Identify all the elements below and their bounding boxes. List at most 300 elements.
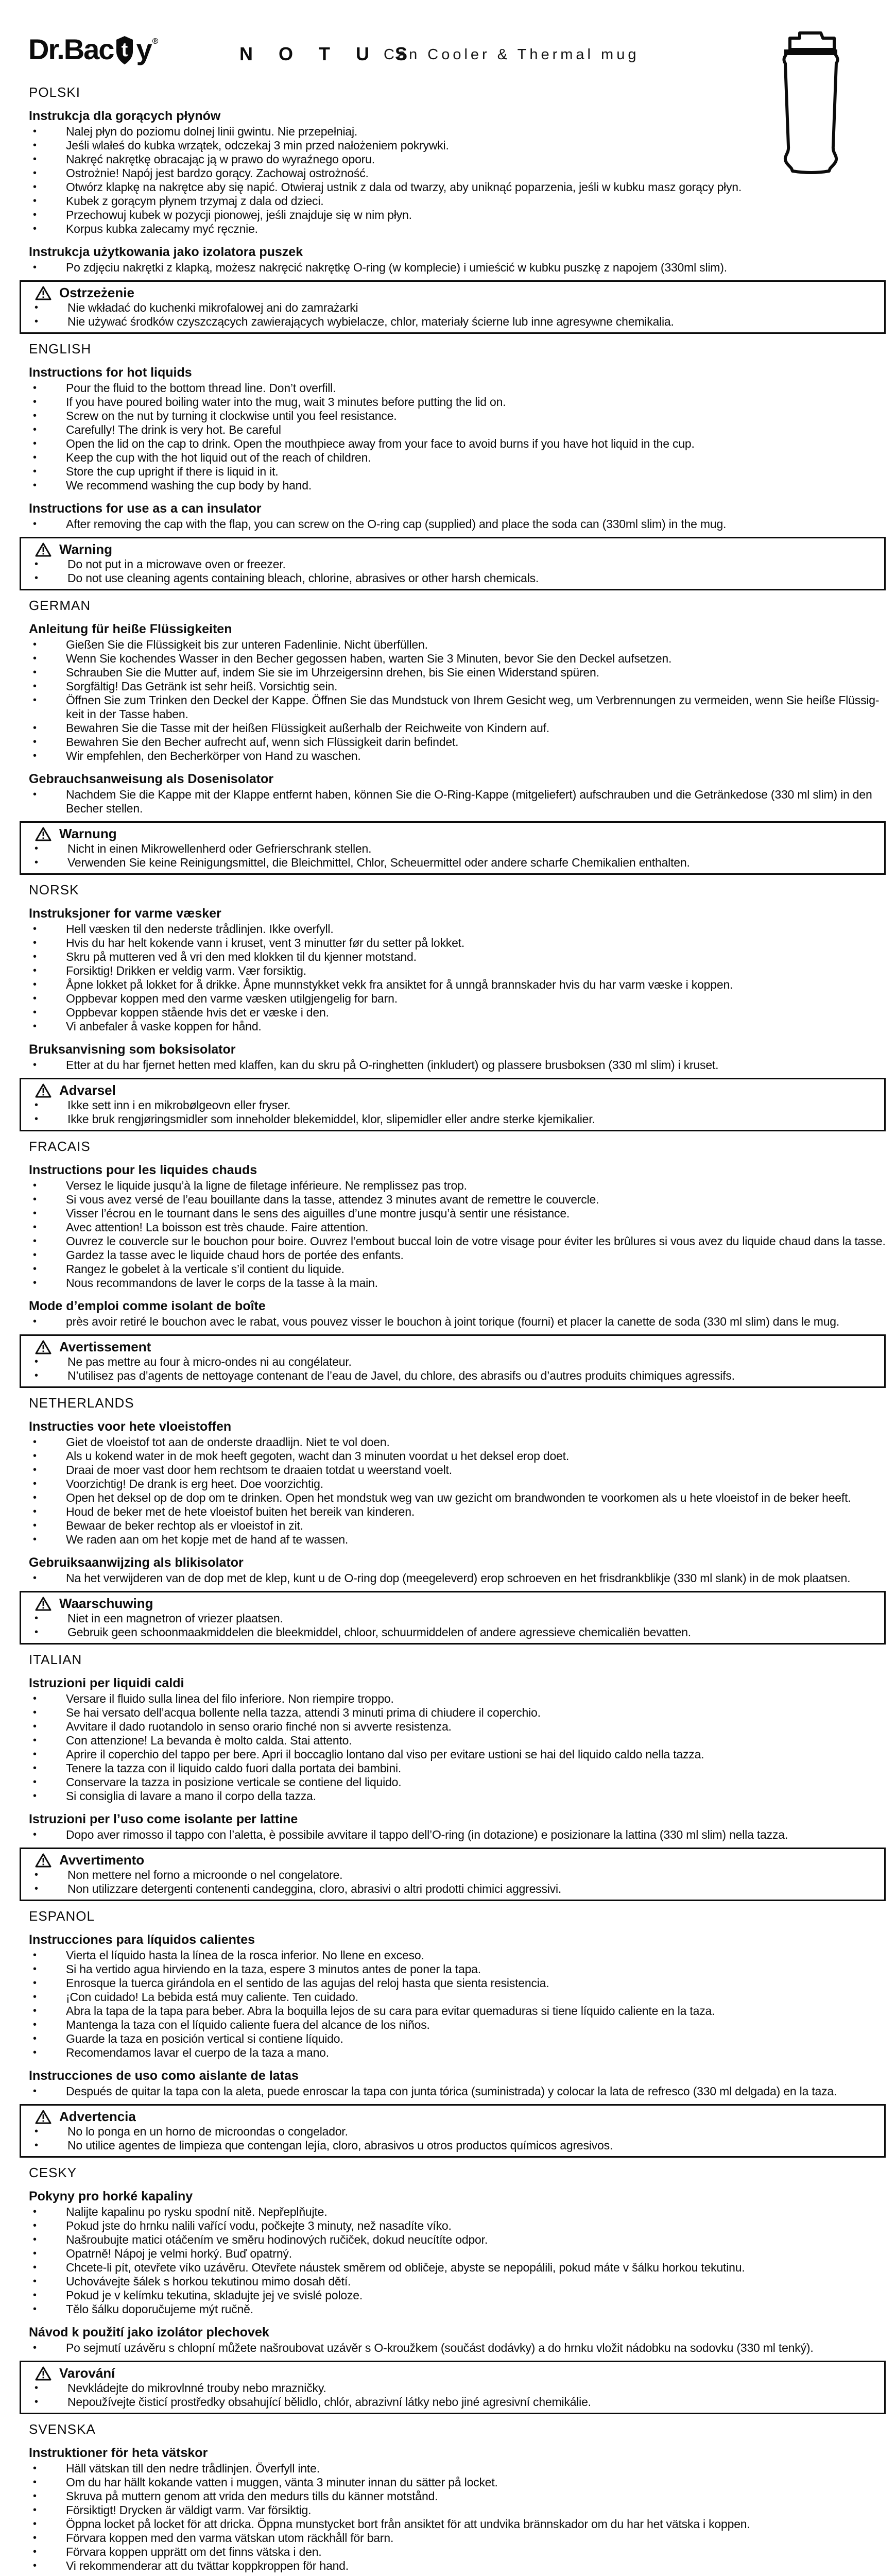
instruction-text: Chcete-li pít, otevřete víko uzávěru. Otevřete náustek směrem od obličeje, abyste se nepopálili, pokud máte v šálku horkou tekutinu. [66, 2261, 745, 2274]
bullet-icon: • [35, 558, 39, 570]
instruction-text: Hell væsken til den nederste trådlinjen. Ikke overfyll. [66, 922, 334, 936]
warning-instruction [21, 1882, 879, 1896]
bullet-icon: • [33, 424, 37, 435]
bullet-icon: • [33, 480, 37, 491]
bullet-icon: • [33, 681, 37, 692]
warning-header [21, 826, 879, 842]
bullet-icon: • [33, 466, 37, 477]
instruction-text: Förvara koppen med den varma vätskan utom räckhåll för barn. [66, 2531, 394, 2545]
instruction-text: No lo ponga en un horno de microondas o congelador. [67, 2125, 348, 2138]
hot-liquids-title: Instructions pour les liquides chauds [29, 1163, 257, 1177]
hot-liquid-instruction [20, 666, 886, 680]
warning-box [20, 1334, 886, 1388]
instruction-text: Wenn Sie kochendes Wasser in den Becher gegossen haben, warten Sie 3 Minuten, bevor Sie den Deckel aufsetzen. [66, 652, 672, 665]
instruction-text: Si consiglia di lavare a mano il corpo della tazza. [66, 1789, 316, 1803]
can-insulator-title: Gebruiksaanwijzing als blikisolator [29, 1555, 244, 1570]
warning-box [20, 821, 886, 875]
bullet-icon: • [35, 2140, 39, 2151]
bullet-icon: • [33, 2504, 37, 2516]
instruction-text: Nakręć nakrętkę obracając ją w prawo do wyraźnego oporu. [66, 152, 375, 166]
hot-liquid-instruction [20, 1948, 886, 1962]
brand-logo-text: Dr.Bac [28, 33, 114, 65]
bullet-icon: • [33, 667, 37, 678]
bullet-icon: • [33, 1693, 37, 1704]
instruction-text: Conservare la tazza in posizione verticale se contiene del liquido. [66, 1775, 402, 1789]
bullet-icon: • [33, 410, 37, 421]
warning-header [21, 541, 879, 557]
instruction-text: Nicht in einen Mikrowellenherd oder Gefrierschrank stellen. [67, 842, 372, 855]
hot-liquid-instruction [20, 208, 886, 222]
instruction-text: Voorzichtig! De drank is erg heet. Doe voorzichtig. [66, 1477, 323, 1490]
hot-liquid-instruction [20, 2004, 886, 2018]
warning-instruction [21, 1369, 879, 1383]
instruction-text: Nepoužívejte čisticí prostředky obsahující bělidlo, chlór, abrazivní látky nebo jiné agresivní chemikálie. [67, 2395, 591, 2409]
bullet-icon: • [33, 923, 37, 935]
warning-instruction [21, 856, 879, 870]
hot-liquids-title: Anleitung für heiße Flüssigkeiten [29, 622, 232, 636]
warning-title: Ostrzeżenie [59, 285, 134, 300]
bullet-icon: • [35, 2382, 39, 2394]
instruction-text: Giet de vloeistof tot aan de onderste draadlijn. Niet te vol doen. [66, 1435, 390, 1449]
instruction-text: Do not put in a microwave oven or freezer. [67, 557, 286, 571]
hot-liquid-instruction [20, 735, 886, 749]
hot-liquid-instruction [20, 1775, 886, 1789]
hot-liquid-instruction [20, 2489, 886, 2503]
warning-instruction [21, 1625, 879, 1639]
bullet-icon: • [33, 694, 37, 706]
warning-title: Warnung [59, 826, 117, 841]
instruction-text: Abra la tapa de la tapa para beber. Abra la boquilla lejos de su cara para evitar quemaduras si tiene líquido caliente en la taza. [66, 2004, 715, 2018]
bullet-icon: • [33, 1534, 37, 1545]
warning-triangle-icon [35, 1340, 52, 1355]
hot-liquid-instruction [20, 180, 886, 194]
hot-liquid-instruction [20, 2261, 886, 2275]
can-insulator-title: Bruksanvisning som boksisolator [29, 1042, 236, 1057]
instruction-text: Avec attention! La boisson est très chaude. Faire attention. [66, 1221, 369, 1234]
product-name: N O T U S [239, 43, 418, 64]
instruction-text: Gebruik geen schoonmaakmiddelen die bleekmiddel, chloor, schuurmiddelen of andere agressieve chemicaliën bevatten. [67, 1625, 691, 1639]
instruction-text: Wir empfehlen, den Becherkörper von Hand zu waschen. [66, 749, 361, 762]
instruction-text: Našroubujte matici otáčením ve směru hodinových ručiček, dokud neucítíte odpor. [66, 2233, 488, 2246]
instruction-text: Vierta el líquido hasta la línea de la rosca inferior. No llene en exceso. [66, 1948, 424, 1962]
instruction-text: No utilice agentes de limpieza que contengan lejía, cloro, abrasivos u otros productos químicos agresivos. [67, 2139, 613, 2152]
instruction-text: Nous recommandons de laver le corps de la tasse à la main. [66, 1276, 378, 1290]
bullet-icon: • [35, 1883, 39, 1894]
bullet-icon: • [33, 722, 37, 734]
hot-liquid-instruction [20, 1477, 886, 1491]
bullet-icon: • [33, 1436, 37, 1448]
sections [20, 77, 886, 2576]
can-insulator-instruction [20, 1571, 886, 1585]
warning-list [21, 2381, 879, 2409]
language-section [20, 84, 886, 334]
bullet-icon: • [33, 262, 37, 273]
warning-list [21, 557, 879, 585]
hot-liquid-instruction [20, 964, 886, 978]
instruction-text: Po zdjęciu nakrętki z klapką, możesz nakręcić nakrętkę O-ring (w komplecie) i umieścić w kubku puszkę z napojem (330ml slim). [66, 261, 727, 274]
bullet-icon: • [33, 1520, 37, 1531]
warning-triangle-icon [35, 2366, 52, 2381]
bullet-icon: • [33, 2477, 37, 2488]
instruction-text: Försiktigt! Drycken är väldigt varm. Var försiktig. [66, 2503, 312, 2517]
warning-header [21, 285, 879, 301]
instruction-text: Ne pas mettre au four à micro-ondes ni au congélateur. [67, 1355, 352, 1368]
hot-liquid-instruction [20, 922, 886, 936]
can-insulator-title: Instructions for use as a can insulator [29, 501, 262, 516]
language-section [20, 882, 886, 1131]
hot-liquid-instruction [20, 1976, 886, 1990]
bullet-icon: • [35, 316, 39, 327]
bullet-icon: • [33, 965, 37, 976]
instruction-text: Vi anbefaler å vaske koppen for hånd. [66, 1020, 262, 1033]
hot-liquid-instruction [20, 2205, 886, 2219]
bullet-icon: • [33, 789, 37, 800]
hot-liquid-instruction [20, 409, 886, 423]
language-section [20, 1652, 886, 1901]
bullet-icon: • [33, 1950, 37, 1961]
instruction-text: Po sejmutí uzávěru s chlopní můžete našroubovat uzávěr s O-kroužkem (součást dodávky) a do hrnku vložit nádobku na sodovku (330 ml tenký). [66, 2341, 814, 2354]
bullet-icon: • [33, 1316, 37, 1327]
hot-liquid-instruction [20, 1449, 886, 1463]
bullet-icon: • [33, 639, 37, 650]
hot-liquids-title: Instrucciones para líquidos calientes [29, 1933, 255, 1947]
can-insulator-instruction [20, 2341, 886, 2355]
instruction-text: Skru på mutteren ved å vri den med klokken til du kjenner motstand. [66, 950, 417, 963]
hot-liquid-instruction [20, 1533, 886, 1547]
instruction-text: Non utilizzare detergenti contenenti candeggina, cloro, abrasivi o altri prodotti chimici aggressivi. [67, 1882, 562, 1895]
instruction-text: Mantenga la taza con el líquido caliente fuera del alcance de los niños. [66, 2018, 430, 2031]
hot-liquid-instruction [20, 2462, 886, 2476]
instruction-text: Häll vätskan till den nedre trådlinjen. Överfyll inte. [66, 2462, 320, 2475]
can-insulator-instruction [20, 2084, 886, 2098]
bullet-icon: • [33, 2248, 37, 2259]
instruction-text: Houd de beker met de hete vloeistof buiten het bereik van kinderen. [66, 1505, 415, 1518]
bullet-icon: • [33, 2463, 37, 2474]
instruction-text: Nalijte kapalinu po rysku spodní nitě. Nepřeplňujte. [66, 2205, 328, 2218]
instruction-text: Si ha vertido agua hirviendo en la taza, espere 3 minutos antes de poner la tapa. [66, 1962, 481, 1976]
bullet-icon: • [33, 2206, 37, 2217]
bullet-icon: • [33, 1749, 37, 1760]
language-label: NETHERLANDS [29, 1395, 134, 1411]
instruction-text: Gießen Sie die Flüssigkeit bis zur unteren Fadenlinie. Nicht überfüllen. [66, 638, 428, 651]
warning-box [20, 1591, 886, 1645]
hot-liquids-list [20, 1692, 886, 1803]
language-label: NORSK [29, 882, 79, 897]
can-insulator-instruction [20, 517, 886, 531]
hot-liquid-instruction [20, 2219, 886, 2233]
warning-header [21, 1082, 879, 1098]
warning-instruction [21, 571, 879, 585]
instruction-text: Nevkládejte do mikrovlnné trouby nebo mrazničky. [67, 2381, 326, 2395]
language-section [20, 1139, 886, 1388]
can-insulator-list [20, 1058, 886, 1072]
bullet-icon: • [33, 195, 37, 207]
language-label: ITALIAN [29, 1652, 82, 1667]
instruction-text: Versez le liquide jusqu’à la ligne de filetage inférieure. Ne remplissez pas trop. [66, 1179, 467, 1192]
instruction-text: Ikke sett inn i en mikrobølgeovn eller fryser. [67, 1098, 291, 1112]
warning-list [21, 1355, 879, 1383]
bullet-icon: • [33, 1059, 37, 1071]
bullet-icon: • [35, 1099, 39, 1111]
warning-list [21, 1868, 879, 1896]
instruction-text: If you have poured boiling water into the mug, wait 3 minutes before putting the lid on. [66, 395, 506, 409]
bullet-icon: • [33, 181, 37, 193]
bullet-icon: • [33, 993, 37, 1004]
instruction-text: Pokud je v kelímku tekutina, skladujte jej ve svislé poloze. [66, 2289, 363, 2302]
instruction-text: After removing the cap with the flap, you can screw on the O-ring cap (supplied) and place the soda can (330ml slim) in the mug. [66, 517, 727, 531]
bullet-icon: • [35, 1626, 39, 1638]
warning-instruction [21, 1355, 879, 1369]
bullet-icon: • [33, 438, 37, 449]
warning-instruction [21, 1098, 879, 1112]
hot-liquids-list [20, 638, 886, 763]
can-insulator-list [20, 1828, 886, 1842]
hot-liquid-instruction [20, 1221, 886, 1234]
hot-liquid-instruction [20, 194, 886, 208]
bullet-icon: • [33, 1249, 37, 1261]
bullet-icon: • [35, 843, 39, 854]
can-insulator-title: Gebrauchsanweisung als Dosenisolator [29, 772, 274, 786]
instruction-text: Kubek z gorącym płynem trzymaj z dala od dzieci. [66, 194, 324, 208]
hot-liquid-instruction [20, 139, 886, 152]
warning-triangle-icon [35, 2109, 52, 2125]
language-label: ENGLISH [29, 341, 92, 357]
instruction-text: Niet in een magnetron of vriezer plaatsen. [67, 1612, 283, 1625]
language-section [20, 341, 886, 590]
warning-box [20, 537, 886, 590]
instruction-text: Om du har hällt kokande vatten i muggen, vänta 3 minuter innan du sätter på locket. [66, 2476, 498, 2489]
bullet-icon: • [33, 1263, 37, 1275]
instruction-text: Pour the fluid to the bottom thread line. Don’t overfill. [66, 381, 336, 395]
warning-box [20, 2104, 886, 2158]
bullet-icon: • [33, 1194, 37, 1205]
bullet-icon: • [33, 1235, 37, 1247]
instruction-text: Draai de moer vast door hem rechtsom te draaien totdat u weerstand voelt. [66, 1463, 452, 1477]
instruction-text: Na het verwijderen van de dop met de klep, kunt u de O-ring dop (meegeleverd) erop schroeven en het frisdrankblikje (330 ml slank) in de mok plaatsen. [66, 1571, 851, 1585]
instruction-text: Korpus kubka zalecamy myć ręcznie. [66, 222, 258, 235]
hot-liquid-instruction [20, 152, 886, 166]
instruction-text: Przechowuj kubek w pozycji pionowej, jeśli znajduje się w nim płyn. [66, 208, 412, 222]
hot-liquid-instruction [20, 222, 886, 236]
hot-liquid-instruction [20, 1234, 886, 1248]
instruction-text: N’utilisez pas d’agents de nettoyage contenant de l’eau de Javel, du chlore, des abrasifs ou d’autres produits chimiques agressifs. [67, 1369, 735, 1382]
warning-instruction [21, 1612, 879, 1625]
bullet-icon: • [35, 302, 39, 313]
hot-liquid-instruction [20, 693, 886, 721]
bullet-icon: • [33, 2234, 37, 2245]
hot-liquid-instruction [20, 2046, 886, 2060]
bullet-icon: • [33, 2518, 37, 2530]
language-section [20, 2165, 886, 2414]
hot-liquid-instruction [20, 451, 886, 465]
warning-instruction [21, 2139, 879, 2153]
hot-liquids-list [20, 1948, 886, 2060]
bullet-icon: • [33, 2490, 37, 2502]
can-insulator-list [20, 1315, 886, 1329]
bullet-icon: • [35, 572, 39, 584]
instruction-text: We recommend washing the cup body by hand. [66, 479, 312, 492]
hot-liquids-title: Instructions for hot liquids [29, 365, 192, 380]
language-label: ESPANOL [29, 1908, 95, 1924]
bullet-icon: • [33, 750, 37, 761]
instruction-text: Bewahren Sie die Tasse mit der heißen Flüssigkeit außerhalb der Reichweite von Kindern auf. [66, 721, 549, 735]
bullet-icon: • [35, 857, 39, 868]
bullet-icon: • [33, 154, 37, 165]
hot-liquid-instruction [20, 2476, 886, 2489]
bullet-icon: • [33, 2047, 37, 2058]
bullet-icon: • [33, 1007, 37, 1018]
can-insulator-title: Instrukcja użytkowania jako izolatora puszek [29, 245, 303, 259]
bullet-icon: • [33, 140, 37, 151]
warning-triangle-icon [35, 542, 52, 557]
instruction-text: Screw on the nut by turning it clockwise until you feel resistance. [66, 409, 397, 422]
bullet-icon: • [33, 1776, 37, 1788]
language-label: SVENSKA [29, 2421, 96, 2437]
hot-liquid-instruction [20, 2247, 886, 2261]
instruction-text: Ouvrez le couvercle sur le bouchon pour boire. Ouvrez l’embout buccal loin de votre visage pour éviter les brûlures si vous avez du liquide chaud dans la tasse. [66, 1234, 886, 1248]
warning-title: Advertencia [59, 2109, 136, 2124]
warning-instruction [21, 557, 879, 571]
warning-header [21, 1596, 879, 1612]
language-section [20, 598, 886, 875]
warning-header [21, 1852, 879, 1868]
bullet-icon: • [33, 937, 37, 948]
hot-liquid-instruction [20, 749, 886, 763]
hot-liquid-instruction [20, 1463, 886, 1477]
instruction-text: Opatrně! Nápoj je velmi horký. Buď opatrný. [66, 2247, 292, 2260]
bullet-icon: • [35, 1613, 39, 1624]
instruction-text: Guarde la taza en posición vertical si contiene líquido. [66, 2032, 343, 2045]
can-insulator-title: Návod k použití jako izolátor plechovek [29, 2325, 269, 2340]
instruction-text: Después de quitar la tapa con la aleta, puede enroscar la tapa con junta tórica (suministrada) y colocar la lata de refresco (330 ml delgada) en la taza. [66, 2084, 837, 2098]
can-insulator-list [20, 1571, 886, 1585]
instruction-text: Verwenden Sie keine Reinigungsmittel, die Bleichmittel, Chlor, Scheuermittel oder andere scharfe Chemikalien enthalten. [67, 856, 690, 869]
hot-liquid-instruction [20, 1020, 886, 1033]
bullet-icon: • [33, 1464, 37, 1476]
can-insulator-list [20, 2341, 886, 2355]
hot-liquid-instruction [20, 1692, 886, 1706]
warning-title: Avertissement [59, 1339, 151, 1354]
bullet-icon: • [33, 1735, 37, 1746]
can-insulator-title: Mode d’emploi comme isolant de boîte [29, 1299, 266, 1313]
warning-triangle-icon [35, 1083, 52, 1098]
bullet-icon: • [33, 1222, 37, 1233]
hot-liquid-instruction [20, 125, 886, 139]
warning-title: Varování [59, 2365, 115, 2381]
instruction-text: Enrosque la tuerca girándola en el sentido de las agujas del reloj hasta que sienta resistencia. [66, 1976, 549, 1990]
hot-liquid-instruction [20, 381, 886, 395]
hot-liquid-instruction [20, 680, 886, 693]
bullet-icon: • [33, 1478, 37, 1489]
instruction-text: Als u kokend water in de mok heeft gegoten, wacht dan 3 minuten voordat u het deksel erop doet. [66, 1449, 570, 1463]
instruction-text: Gardez la tasse avec le liquide chaud hors de portée des enfants. [66, 1248, 404, 1262]
language-section [20, 2421, 886, 2576]
warning-list [21, 842, 879, 870]
instruction-text: Do not use cleaning agents containing bleach, chlorine, abrasives or other harsh chemicals. [67, 571, 539, 585]
bullet-icon: • [33, 2290, 37, 2301]
hot-liquids-title: Instructies voor hete vloeistoffen [29, 1419, 232, 1434]
warning-list [21, 1098, 879, 1126]
warning-triangle-icon [35, 1596, 52, 1612]
warning-instruction [21, 1868, 879, 1882]
can-insulator-instruction [20, 261, 886, 275]
bullet-icon: • [35, 2126, 39, 2137]
instruction-text: Ostrożnie! Napój jest bardzo gorący. Zachowaj ostrożność. [66, 166, 369, 180]
warning-instruction [21, 315, 879, 329]
hot-liquid-instruction [20, 2302, 886, 2316]
hot-liquids-title: Instrukcja dla gorących płynów [29, 109, 221, 123]
instruction-text: Visser l’écrou en le tournant dans le sens des aiguilles d’une montre jusqu’à sentir une résistance. [66, 1207, 570, 1220]
registered-mark: ® [152, 37, 159, 46]
hot-liquid-instruction [20, 978, 886, 992]
instruction-text: Vi rekommenderar att du tvättar koppkroppen för hand. [66, 2559, 349, 2572]
warning-title: Waarschuwing [59, 1596, 153, 1611]
bullet-icon: • [33, 1208, 37, 1219]
instruction-text: Åpne lokket på lokket for å drikke. Åpne munnstykket vekk fra ansiktet for å unngå brannskader hvis du har varm væske i koppen. [66, 978, 733, 991]
hot-liquid-instruction [20, 1179, 886, 1193]
instruction-text: Oppbevar koppen stående hvis det er væske i den. [66, 1006, 329, 1019]
bullet-icon: • [33, 1762, 37, 1774]
instruction-text: Etter at du har fjernet hetten med klaffen, kan du skru på O-ringhetten (inkludert) og plassere brusboksen (330 ml slim) i kruset. [66, 1058, 719, 1072]
bullet-icon: • [33, 452, 37, 463]
instruction-text: Öffnen Sie zum Trinken den Deckel der Kappe. Öffnen Sie das Mundstuck von Ihrem Gesicht weg, um Verbrennungen zu vermeiden, wenn Sie heiße Flüssigkeit in der Tasse haben. [66, 693, 880, 721]
hot-liquid-instruction [20, 2503, 886, 2517]
bullet-icon: • [33, 1829, 37, 1840]
hot-liquid-instruction [20, 1706, 886, 1720]
warning-instruction [21, 301, 879, 315]
instruction-text: Bewaar de beker rechtop als er vloeistof in zit. [66, 1519, 303, 1532]
hot-liquid-instruction [20, 2559, 886, 2573]
bullet-icon: • [33, 1963, 37, 1975]
warning-instruction [21, 2125, 879, 2139]
instruction-text: Oppbevar koppen med den varme væsken utilgjengelig for barn. [66, 992, 398, 1005]
can-insulator-list [20, 517, 886, 531]
can-insulator-instruction [20, 788, 886, 816]
hot-liquid-instruction [20, 1207, 886, 1221]
hot-liquids-list [20, 1435, 886, 1547]
can-insulator-instruction [20, 1058, 886, 1072]
hot-liquid-instruction [20, 950, 886, 964]
warning-list [21, 1612, 879, 1639]
hot-liquids-list [20, 1179, 886, 1290]
bullet-icon: • [35, 1869, 39, 1880]
bullet-icon: • [33, 396, 37, 408]
hot-liquid-instruction [20, 1248, 886, 1262]
hot-liquids-title: Instruksjoner for varme væsker [29, 906, 221, 921]
instruction-text: Avvitare il dado ruotandolo in senso orario finché non si avverte resistenza. [66, 1720, 452, 1733]
instruction-text: Öppna locket på locket för att dricka. Öppna munstycket bort från ansiktet för att undvika brännskador om du har het vätska i koppen. [66, 2517, 750, 2531]
hot-liquid-instruction [20, 1990, 886, 2004]
brand-logo [28, 35, 158, 64]
bullet-icon: • [33, 1977, 37, 1989]
hot-liquid-instruction [20, 2289, 886, 2302]
bullet-icon: • [33, 1790, 37, 1802]
language-label: GERMAN [29, 598, 91, 613]
instruction-text: Forsiktig! Drikken er veldig varm. Vær forsiktig. [66, 964, 306, 977]
language-section [20, 1908, 886, 2158]
warning-header [21, 2109, 879, 2125]
warning-header [21, 1339, 879, 1355]
instruction-text: ¡Con cuidado! La bebida está muy caliente. Ten cuidado. [66, 1990, 358, 2004]
bullet-icon: • [33, 2342, 37, 2353]
hot-liquid-instruction [20, 1962, 886, 1976]
can-insulator-list [20, 788, 886, 816]
warning-header [21, 2365, 879, 2381]
warning-box [20, 280, 886, 334]
warning-title: Avvertimento [59, 1852, 145, 1868]
hot-liquid-instruction [20, 423, 886, 437]
hot-liquid-instruction [20, 1435, 886, 1449]
